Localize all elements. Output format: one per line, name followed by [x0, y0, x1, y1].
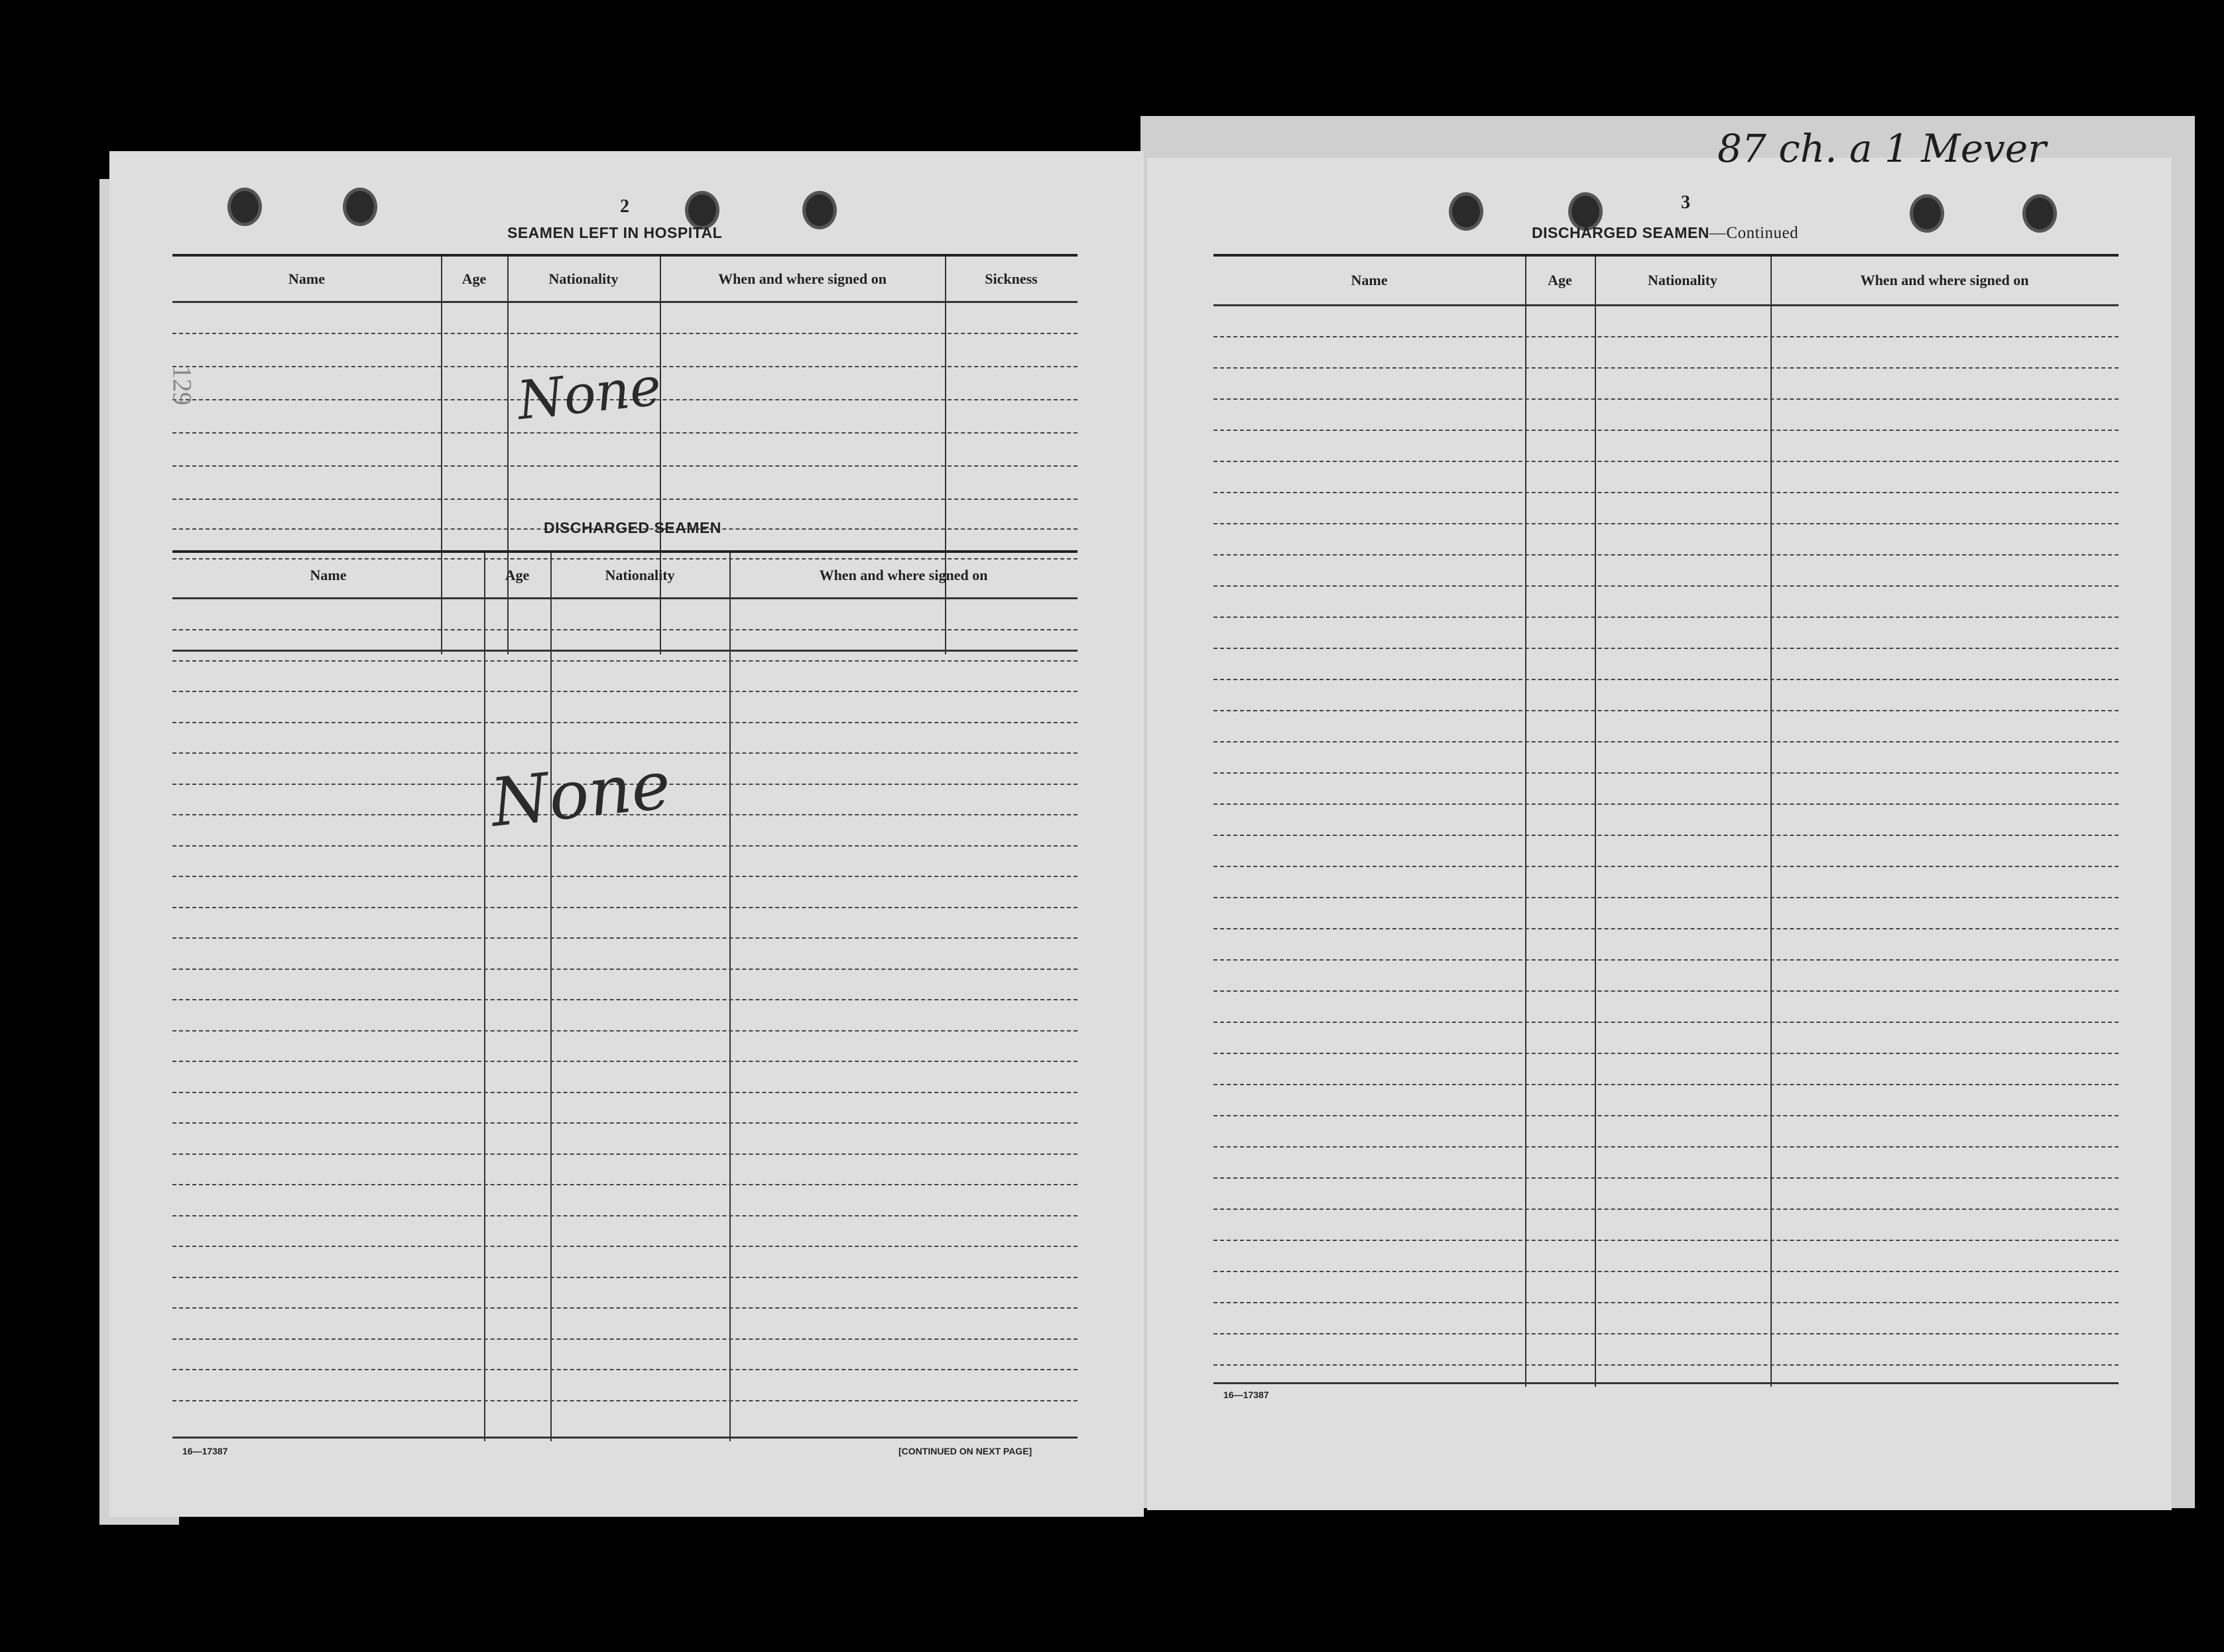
table-header: [1213, 257, 2119, 306]
ruled-line: [172, 937, 1078, 939]
col-header-signed-on: When and where signed on: [1860, 272, 2029, 288]
ruled-line: [172, 999, 1078, 1000]
punch-hole: [1910, 194, 1944, 233]
ruled-line: [172, 432, 1078, 434]
ruled-line: [172, 969, 1078, 970]
ruled-line: [1213, 1177, 2119, 1179]
ruled-line: [172, 1246, 1078, 1247]
ruled-line: [1213, 554, 2119, 556]
column-rule: [1525, 257, 1526, 1387]
ruled-line: [1213, 928, 2119, 929]
ruled-line: [172, 333, 1078, 334]
punch-hole: [227, 188, 262, 226]
punch-hole: [802, 191, 837, 229]
ruled-line: [1213, 1302, 2119, 1303]
title-main: DISCHARGED SEAMEN: [1532, 224, 1709, 241]
punch-hole: [1449, 192, 1483, 231]
ruled-line: [172, 660, 1078, 662]
ruled-line: [172, 691, 1078, 692]
top-handwriting: 87 ch. a 1 Mever: [1717, 126, 2046, 171]
ruled-line: [1213, 1022, 2119, 1023]
ruled-line: [1213, 367, 2119, 369]
ruled-line: [1213, 1053, 2119, 1054]
column-rule: [1770, 257, 1772, 1387]
punch-hole: [343, 188, 377, 226]
ruled-line: [172, 1153, 1078, 1155]
ruled-line: [172, 907, 1078, 908]
col-header-nationality: Nationality: [548, 270, 619, 287]
col-header-age: Age: [505, 566, 530, 583]
col-header-sickness: Sickness: [985, 270, 1038, 287]
page-number: 3: [1681, 192, 1690, 213]
ruled-line: [1213, 1333, 2119, 1334]
title-suffix: —Continued: [1709, 224, 1799, 242]
ruled-line: [1213, 1271, 2119, 1272]
ruled-line: [172, 1369, 1078, 1370]
discharged-table: [172, 550, 1078, 1439]
ruled-line: [1213, 1240, 2119, 1241]
col-header-age: Age: [1548, 272, 1572, 288]
ruled-line: [1213, 1146, 2119, 1148]
ruled-line: [1213, 492, 2119, 493]
ruled-line: [1213, 336, 2119, 337]
col-header-name: Name: [288, 270, 325, 287]
ruled-line: [1213, 897, 2119, 898]
col-header-age: Age: [462, 270, 487, 287]
col-header-nationality: Nationality: [605, 566, 675, 583]
table-header: [172, 257, 1078, 303]
section-title-discharged-continued: [1532, 224, 1798, 243]
ruled-line: [1213, 523, 2119, 524]
ruled-line: [1213, 1364, 2119, 1366]
ruled-line: [1213, 461, 2119, 462]
table-header: [172, 553, 1078, 599]
left-page: [109, 151, 1144, 1517]
ruled-line: [172, 1092, 1078, 1093]
ruled-line: [1213, 959, 2119, 961]
continued-note: [CONTINUED ON NEXT PAGE]: [898, 1446, 1032, 1456]
ruled-line: [172, 1400, 1078, 1401]
ruled-line: [172, 876, 1078, 877]
ruled-line: [1213, 803, 2119, 805]
ruled-line: [172, 1338, 1078, 1340]
section-title-hospital: SEAMEN LEFT IN HOSPITAL: [507, 224, 723, 241]
ruled-line: [172, 465, 1078, 467]
ruled-line: [172, 1215, 1078, 1216]
column-rule: [1595, 257, 1596, 1387]
ruled-line: [1213, 772, 2119, 774]
ruled-line: [1213, 398, 2119, 400]
col-header-signed-on: When and where signed on: [819, 566, 988, 583]
ruled-line: [172, 722, 1078, 723]
ruled-line: [172, 1307, 1078, 1309]
form-number: 16—17387: [182, 1446, 228, 1456]
ruled-line: [1213, 585, 2119, 587]
ruled-line: [172, 1061, 1078, 1062]
ruled-line: [1213, 1084, 2119, 1085]
section-title-discharged: DISCHARGED SEAMEN: [544, 519, 721, 536]
discharged-continued-table: [1213, 254, 2119, 1384]
ruled-line: [1213, 679, 2119, 680]
ruled-line: [1213, 710, 2119, 711]
ruled-line: [172, 1030, 1078, 1032]
margin-mark: 129: [167, 365, 198, 406]
ruled-line: [1213, 741, 2119, 742]
ruled-line: [1213, 648, 2119, 649]
page-number: 2: [620, 196, 629, 217]
punch-hole: [2022, 194, 2057, 233]
ruled-line: [1213, 1209, 2119, 1210]
ruled-line: [1213, 430, 2119, 431]
col-header-name: Name: [310, 566, 347, 583]
form-number: 16—17387: [1223, 1389, 1269, 1400]
ruled-line: [172, 845, 1078, 847]
ruled-line: [1213, 617, 2119, 618]
col-header-name: Name: [1351, 272, 1388, 288]
ruled-line: [1213, 866, 2119, 867]
ruled-line: [1213, 835, 2119, 836]
col-header-signed-on: When and where signed on: [718, 270, 887, 287]
right-page: [1147, 158, 2172, 1510]
ruled-line: [172, 1277, 1078, 1278]
col-header-nationality: Nationality: [1647, 272, 1718, 288]
ruled-line: [1213, 1115, 2119, 1116]
ruled-line: [172, 1184, 1078, 1185]
ruled-line: [172, 629, 1078, 630]
ruled-line: [1213, 990, 2119, 992]
ruled-line: [172, 499, 1078, 500]
handwritten-entry: None: [514, 355, 664, 432]
ruled-line: [172, 1122, 1078, 1124]
handwritten-entry: None: [487, 746, 674, 842]
